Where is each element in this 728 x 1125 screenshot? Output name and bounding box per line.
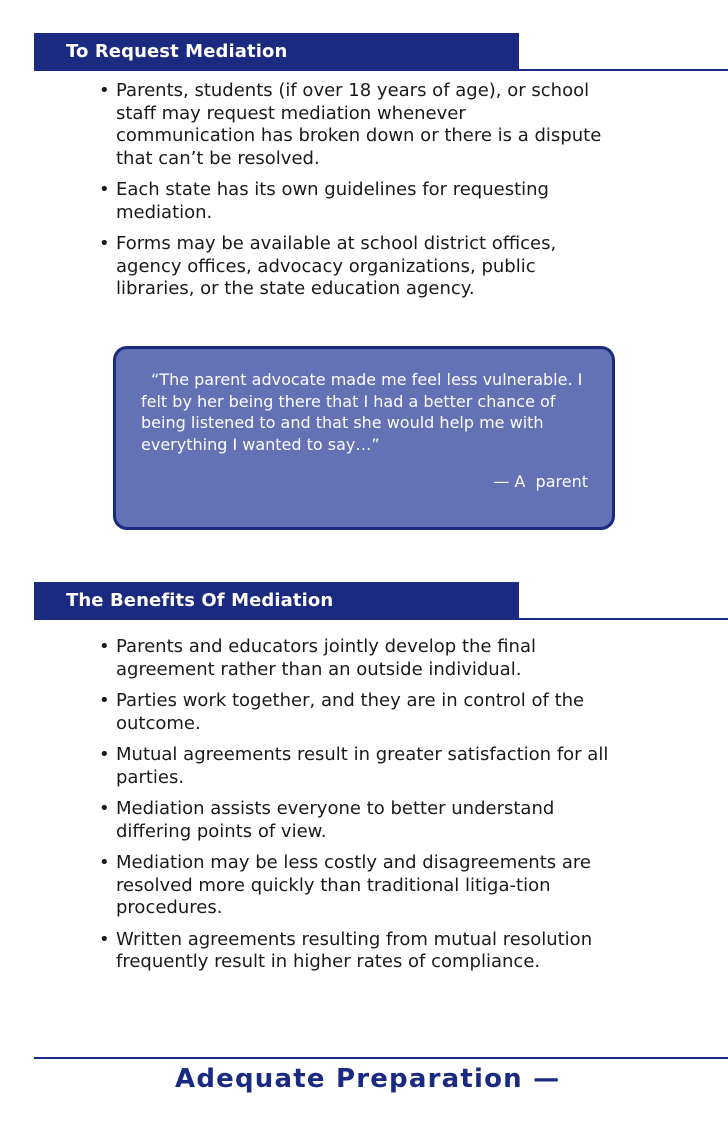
bullet-icon: • (99, 744, 110, 765)
footer-divider (34, 1057, 728, 1059)
section-header-request (34, 33, 728, 71)
list-item (99, 179, 609, 224)
section-title: The Benefits Of Mediation (66, 590, 334, 611)
section-header-benefits (34, 582, 728, 620)
bullet-icon: • (99, 80, 110, 101)
bullet-text: Mediation assists everyone to better understand differing points of view. (116, 798, 555, 842)
quote-text: “The parent advocate made me feel less vulnerable. I felt by her being there that I had a better chance of being listened to and that she would help me with everything I wanted to say…” (141, 370, 583, 454)
bullet-text: Written agreements resulting from mutual resolution frequently result in higher rates of compliance. (116, 928, 593, 972)
parent-quote-box (113, 346, 615, 530)
request-bullet-list (99, 80, 609, 310)
bullet-text: Forms may be available at school district offices, agency offices, advocacy organizations, public libraries, or the state education agency. (116, 233, 557, 299)
bullet-text: Parties work together, and they are in control of the outcome. (116, 690, 585, 734)
benefits-bullet-list (99, 636, 609, 983)
list-item (99, 636, 609, 681)
bullet-icon: • (99, 928, 110, 950)
bullet-text: Mediation may be less costly and disagreements are resolved more quickly than traditional litiga-tion procedures. (116, 852, 591, 918)
list-item (99, 798, 609, 843)
bullet-text: Each state has its own guidelines for requesting mediation. (116, 179, 549, 223)
list-item (99, 80, 609, 170)
quote-attribution: — A parent (493, 472, 588, 491)
bullet-text: Mutual agreements result in greater satisfaction for all parties. (116, 744, 609, 788)
list-item (99, 744, 609, 789)
bullet-icon: • (99, 690, 110, 711)
footer-title: Adequate Preparation — (175, 1064, 561, 1094)
bullet-icon: • (99, 233, 110, 254)
list-item (99, 690, 609, 735)
bullet-icon: • (99, 179, 110, 200)
list-item (99, 929, 609, 974)
section-title: To Request Mediation (66, 41, 288, 62)
bullet-icon: • (99, 798, 110, 819)
list-item (99, 852, 609, 920)
bullet-icon: • (99, 852, 110, 873)
bullet-text: Parents, students (if over 18 years of age), or school staff may request mediation whenever communication has broken down or there is a dispute that can’t be resolved. (116, 80, 602, 169)
list-item (99, 233, 609, 301)
bullet-icon: • (99, 636, 110, 657)
bullet-text: Parents and educators jointly develop the final agreement rather than an outside individual. (116, 636, 536, 680)
quote-text-block (141, 369, 601, 455)
